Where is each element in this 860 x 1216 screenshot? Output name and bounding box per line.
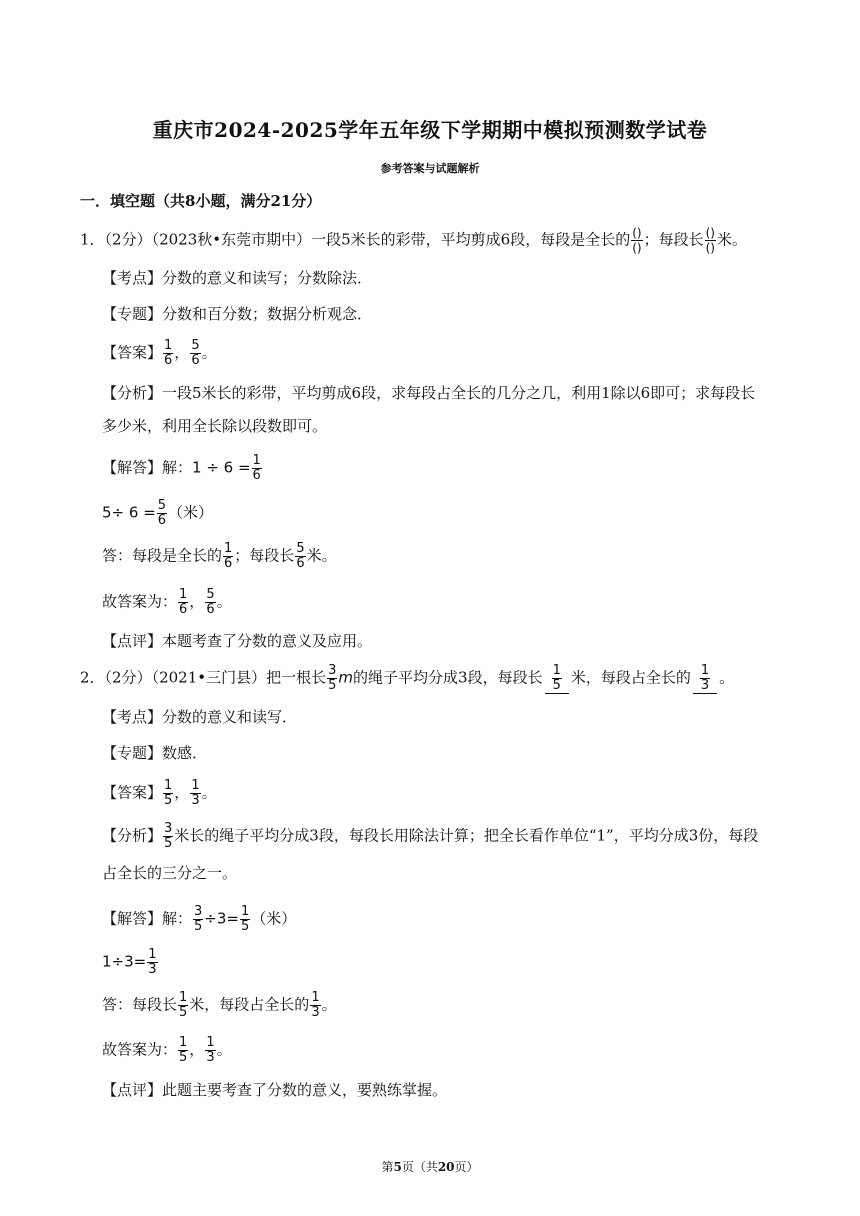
q1-gu: 故答案为： $\frac{1}{6}$ ， $\frac{5}{6}$ 。 [102, 587, 232, 617]
q2-blank-2: $\frac{1}{3}$ [693, 664, 717, 694]
q1-jieda: 【解答】解：1 ÷ 6 = $\frac{1}{6}$ [102, 453, 261, 483]
q1-fenxi-1: 【分析】一段5米长的彩带，平均剪成6段，求每段占全长的几分之几，利用1除以6即可；求每段长 [102, 384, 756, 402]
q1-da: 答：每段是全长的 $\frac{1}{6}$ ；每段长 $\frac{5}{6}$ 米。 [102, 541, 337, 571]
q1-fenxi-2: 多少米，利用全长除以段数即可。 [102, 417, 328, 435]
q1-kaodian: 【考点】分数的意义和读写；分数除法． [102, 269, 373, 287]
q2-gu: 故答案为： $\frac{1}{5}$ ， $\frac{1}{3}$ 。 [102, 1035, 232, 1065]
q2-blank-1: $\frac{1}{5}$ [545, 664, 569, 694]
page-footer: 第5页（共20页） [381, 1160, 479, 1174]
q2-da: 答：每段长 $\frac{1}{5}$ 米，每段占全长的 $\frac{1}{3}$ 。 [102, 990, 337, 1020]
section-heading: 一．填空题（共8小题，满分21分） [80, 192, 322, 210]
q1-blank-2: $\frac{()}{()}$ [705, 226, 715, 255]
page-subtitle: 参考答案与试题解析 [380, 162, 480, 175]
q2-eq2: 1÷3= $\frac{1}{3}$ [102, 947, 157, 977]
page-title: 重庆市2024-2025学年五年级下学期期中模拟预测数学试卷 [152, 118, 708, 142]
q2-stem: 2．（2分）（2021•三门县）把一根长 $\frac{3}{5}$ m的绳子平均分成3段，每段长 $\frac{1}{5}$ 米，每段占全长的 $\frac{1}{3}$ 。 [80, 663, 735, 693]
q2-answer: 【答案】 $\frac{1}{5}$ ， $\frac{1}{3}$ 。 [102, 778, 217, 808]
q2-jieda: 【解答】解： $\frac{3}{5}$ ÷3= $\frac{1}{5}$ （米） [102, 904, 297, 934]
q1-zhuanti: 【专题】分数和百分数；数据分析观念． [102, 305, 373, 323]
q2-fenxi-2: 占全长的三分之一。 [102, 864, 238, 882]
q1-answer: 【答案】 $\frac{1}{6}$ ， $\frac{5}{6}$ 。 [102, 338, 217, 368]
q2-fenxi-1: 【分析】 $\frac{3}{5}$ 米长的绳子平均分成3段，每段长用除法计算；把全长看作单位“1”，平均分成3份，每段 [102, 821, 759, 851]
q2-kaodian: 【考点】分数的意义和读写． [102, 708, 298, 726]
q1-eq2: 5÷ 6 = $\frac{5}{6}$ （米） [102, 498, 214, 528]
q1-stem: 1．（2分）（2023秋•东莞市期中）一段5米长的彩带，平均剪成6段，每段是全长的 $\frac{()}{()}$ ；每段长 $\frac{()}{()}$ 米。 [80, 226, 747, 255]
q1-blank-1: $\frac{()}{()}$ [632, 226, 642, 255]
q1-dianping: 【点评】本题考查了分数的意义及应用。 [102, 632, 373, 650]
q2-zhuanti: 【专题】数感． [102, 744, 208, 762]
q2-dianping: 【点评】此题主要考查了分数的意义，要熟练掌握。 [102, 1081, 448, 1099]
